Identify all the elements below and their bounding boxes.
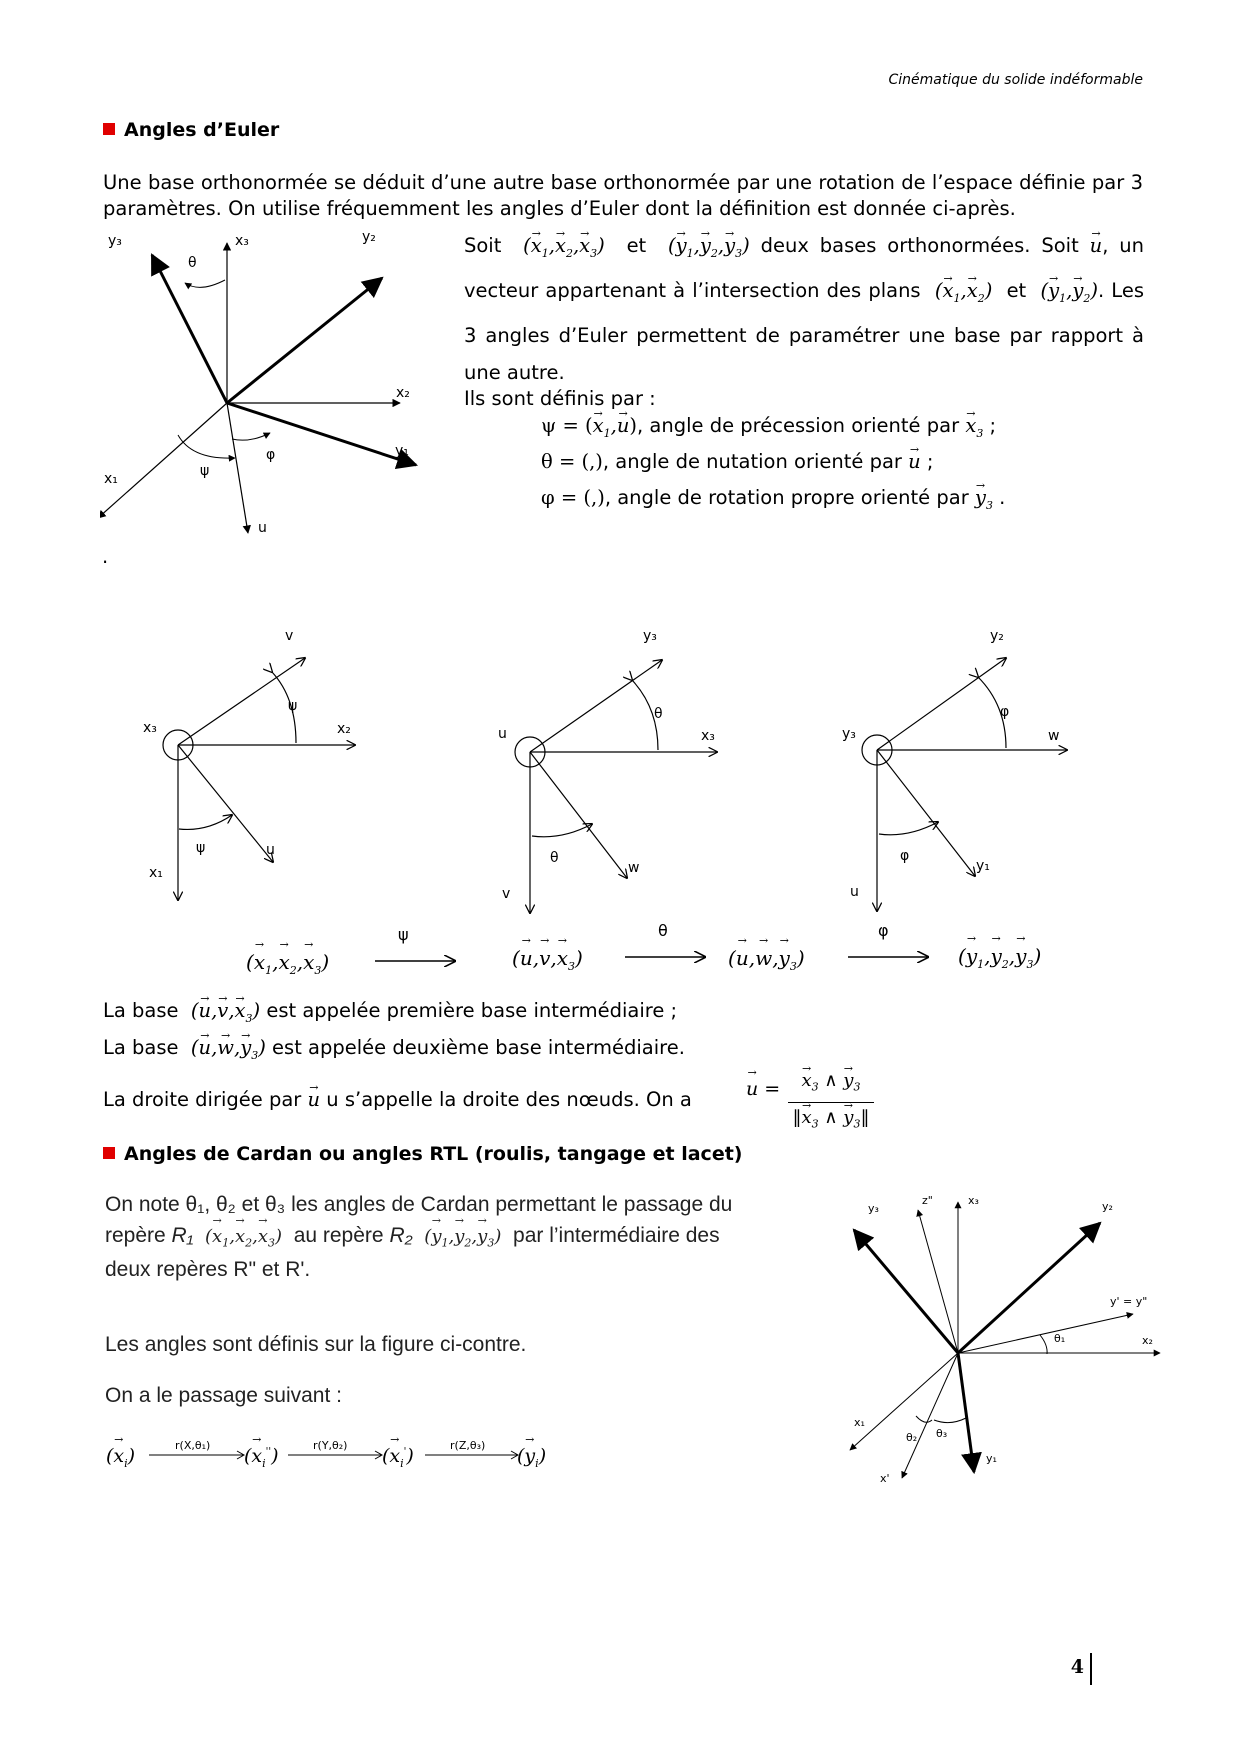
fig2-label-x1: x₁ — [854, 1416, 865, 1429]
fig2-label-y3: y₃ — [868, 1202, 879, 1215]
formula-base-x: (→ $x_1,\to x_2,\to x_3$) — [523, 234, 605, 257]
label-y3: y₃ — [108, 233, 122, 249]
theta-arc — [185, 280, 225, 287]
d1-label-top: v — [285, 628, 294, 644]
label-y1: y₁ — [395, 443, 409, 459]
definition-theta: θ = (,), angle de nutation orienté par → u ; — [541, 449, 933, 475]
d3-label-angle-top: φ — [1000, 704, 1010, 720]
formula-u: → u — [1090, 227, 1103, 264]
d3-label-angle-bottom: φ — [900, 848, 910, 864]
d2-label-angle-top: θ — [654, 706, 663, 722]
stray-dot: . — [102, 545, 109, 568]
diagram-psi — [163, 658, 355, 900]
chain-base-y: (→ $y_1,\to y_2,\to y_3$) — [958, 944, 1041, 971]
fig2-label-x2: x₂ — [1142, 1334, 1153, 1347]
d1-label-right: x₂ — [337, 721, 351, 737]
chain-base-uvx: (→ $u,\to v,\to x_3$) — [512, 946, 583, 973]
d3-label-top: y₂ — [990, 628, 1004, 644]
rotation-label-3: r(Z,θ₃) — [450, 1439, 486, 1452]
euler-definition-paragraph: Soit (→ $x_1,\to x_2,\to x_3$) et (→ $y_1,\to y_2,\to y_3$) deux bases orthonormées. Soit → u, un vecteur appartenant à l’intersection des plans (→ $x_1,\to x_2$) et (→ $y_1,\to y_2$). Les 3 angles d’Euler permettent de paramétrer une base par rapport à une autre. — [464, 227, 1144, 391]
section-heading-cardan: Angles de Cardan ou angles RTL (roulis, tangage et lacet) — [103, 1143, 742, 1165]
chain-base-uwy: (→ $u,\to w,\to y_3$) — [728, 946, 805, 973]
bullet-square-icon — [103, 123, 115, 135]
d2-label-right: x₃ — [701, 728, 715, 744]
rotation-label-1: r(X,θ₁) — [175, 1439, 211, 1452]
rotation-label-2: r(Y,θ₂) — [313, 1439, 348, 1452]
fig2-label-y1: y₁ — [986, 1452, 997, 1465]
cardan-chain-xi-prime: (→ $x_i'$) — [382, 1445, 414, 1470]
formula-plane-y: (→ $y_1,\to y_2$) — [1040, 279, 1097, 302]
diagram-phi — [862, 658, 1067, 911]
axis-x1 — [100, 403, 227, 518]
intermediate-bases-diagrams — [130, 620, 1090, 990]
defined-by-label: Ils sont définis par : — [464, 387, 656, 410]
cardan-line-1: On note θ₁, θ₂ et θ₃ les angles de Cardan permettant le passage du — [105, 1193, 733, 1216]
cardan-defined: Les angles sont définis sur la figure ci-contre. — [105, 1333, 527, 1356]
d2-label-angle-bottom: θ — [550, 850, 559, 866]
section-heading-euler: Angles d’Euler — [103, 119, 279, 141]
d2-label-center: u — [498, 726, 507, 742]
chain-label-phi: φ — [878, 921, 889, 940]
running-header: Cinématique du solide indéformable — [888, 72, 1143, 88]
fig2-label-th3: θ₃ — [936, 1427, 948, 1440]
cardan-chain-xi: (→ $x_i$) — [106, 1445, 135, 1470]
axis-y1 — [227, 403, 416, 465]
label-x2: x₂ — [396, 385, 410, 401]
d2-label-bottom: v — [502, 886, 511, 902]
bullet-square-icon — [103, 1147, 115, 1159]
diagram-theta — [515, 660, 717, 913]
chain-base-x: (→ $x_1,\to x_2,\to x_3$) — [246, 950, 329, 977]
d1-label-diag: u — [266, 842, 275, 858]
definition-phi: φ = (,), angle de rotation propre orienté par → $y_3$ . — [541, 485, 1005, 519]
definition-psi: ψ = (→ $x_1,\to u$), angle de précession orienté par → $x_3$ ; — [541, 413, 996, 447]
fig2-label-y2: y₂ — [1102, 1200, 1113, 1213]
label-x3: x₃ — [235, 233, 249, 249]
second-intermediate-base: La base (→ $u,\to w,\to y_3$) est appelée deuxième base intermédiaire. — [103, 1035, 685, 1069]
euler-angles-figure — [100, 225, 440, 545]
cardan-angles-figure — [840, 1190, 1180, 1510]
transformation-chain-arrows — [375, 957, 928, 961]
fig2-label-yeq: y' = y" — [1110, 1295, 1148, 1308]
d1-label-angle-bottom: ψ — [196, 840, 206, 856]
phi-arc — [232, 433, 270, 440]
d1-label-angle-top: ψ — [288, 698, 298, 714]
d3-label-bottom: u — [850, 884, 859, 900]
nodes-formula-fraction: → $x_3$ ∧ → $y_3$ ‖→ $x_3$ ∧ → $y_3‖$ — [788, 1070, 874, 1135]
fig2-label-x3: x₃ — [968, 1194, 979, 1207]
label-phi: φ — [266, 447, 276, 463]
fig2-label-xp: x' — [880, 1472, 890, 1485]
axis-y3 — [152, 255, 227, 403]
label-theta: θ — [188, 255, 197, 271]
chain-label-theta: θ — [658, 921, 668, 940]
label-psi: ψ — [200, 463, 210, 479]
label-x1: x₁ — [104, 471, 118, 487]
cardan-chain-arrows — [145, 1435, 525, 1475]
fig2-label-th1: θ₁ — [1054, 1332, 1066, 1345]
cardan-line-3: deux repères R" et R'. — [105, 1258, 311, 1281]
d1-label-bottom: x₁ — [149, 865, 163, 881]
d2-label-top: y₃ — [643, 628, 657, 644]
fig2-label-zpp: z" — [922, 1194, 933, 1207]
euler-intro: Une base orthonormée se déduit d’une autre base orthonormée par une rotation de l’espace définie par 3 paramètres. On utilise fréquemment les angles d’Euler dont la définition est donnée ci-après. — [103, 171, 1143, 220]
cardan-passage: On a le passage suivant : — [105, 1384, 342, 1407]
page-number: 4 — [1070, 1656, 1084, 1678]
page-number-bar — [1090, 1653, 1092, 1685]
d2-label-diag: w — [628, 860, 640, 876]
cardan-line-2: repère R₁ (→ $x_1,\to x_2,\to x_3$) au repère R₂ (→ $y_1,\to y_2,\to y_3$) par l’intermédiaire des — [105, 1224, 720, 1250]
fig2-label-th2: θ₂ — [906, 1431, 918, 1444]
axis-u — [227, 403, 248, 533]
d1-label-center: x₃ — [143, 720, 157, 736]
label-u: u — [258, 520, 267, 536]
nodes-formula-lhs: → u = — [746, 1078, 780, 1100]
d3-label-right: w — [1048, 728, 1060, 744]
axis-y2 — [227, 278, 382, 403]
nodes-line: La droite dirigée par → u u s’appelle la droite des nœuds. On a — [103, 1087, 692, 1113]
cardan-chain-yi: (→ $y_i$) — [517, 1445, 546, 1470]
chain-label-psi: ψ — [398, 925, 409, 944]
cardan-chain-xi-second: (→ $x_i''$) — [244, 1445, 279, 1470]
formula-plane-x: (→ $x_1,\to x_2$) — [935, 279, 992, 302]
d3-label-center: y₃ — [842, 726, 856, 742]
d3-label-diag: y₁ — [976, 858, 990, 874]
formula-base-y: (→ $y_1,\to y_2,\to y_3$) — [668, 234, 750, 257]
first-intermediate-base: La base (→ $u,\to v,\to x_3$) est appelée première base intermédiaire ; — [103, 998, 677, 1032]
label-y2: y₂ — [362, 229, 376, 245]
